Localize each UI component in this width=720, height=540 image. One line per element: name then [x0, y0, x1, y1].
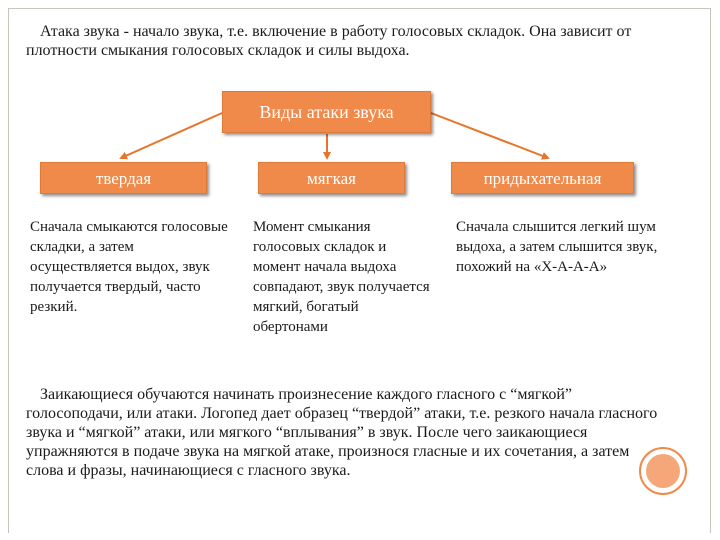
intro-paragraph: Атака звука - начало звука, т.е. включение в работу голосовых складок. Она зависит от плотности смыкания голосовых складок и силы выдоха. [26, 23, 632, 59]
type-box-soft: мягкая [258, 162, 405, 194]
outro-paragraph: Заикающиеся обучаются начинать произнесение каждого гласного с “мягкой” голосоподачи, или атаки. Логопед дает образец “твердой” атаки, т.е. резкого начала гласного звука и “мягкой” атаки, или мягкого “вплывания” в звук. После чего заикающиеся упражняются в подаче звука на мягкой атаке, произнося гласные и их сочетания, а затем слова и фразы, начинающиеся с гласного звука. [26, 386, 658, 479]
decorative-circle-icon [639, 447, 687, 495]
description-soft: Момент смыкания голосовых складок и момент начала выдоха совпадают, звук получается мягкий, богатый обертонами [253, 219, 430, 335]
type-box-breathy: придыхательная [451, 162, 634, 194]
arrow-to-hard [121, 113, 222, 158]
diagram-root-box: Виды атаки звука [222, 91, 431, 133]
description-hard: Сначала смыкаются голосовые складки, а затем осуществляется выдох, звук получается твердый, часто резкий. [30, 219, 228, 315]
type-box-hard: твердая [40, 162, 207, 194]
decorative-circle-fill [646, 454, 680, 488]
arrow-to-breath [431, 113, 548, 158]
description-breathy: Сначала слышится легкий шум выдоха, а затем слышится звук, похожий на «Х-А-А-А» [456, 219, 658, 275]
